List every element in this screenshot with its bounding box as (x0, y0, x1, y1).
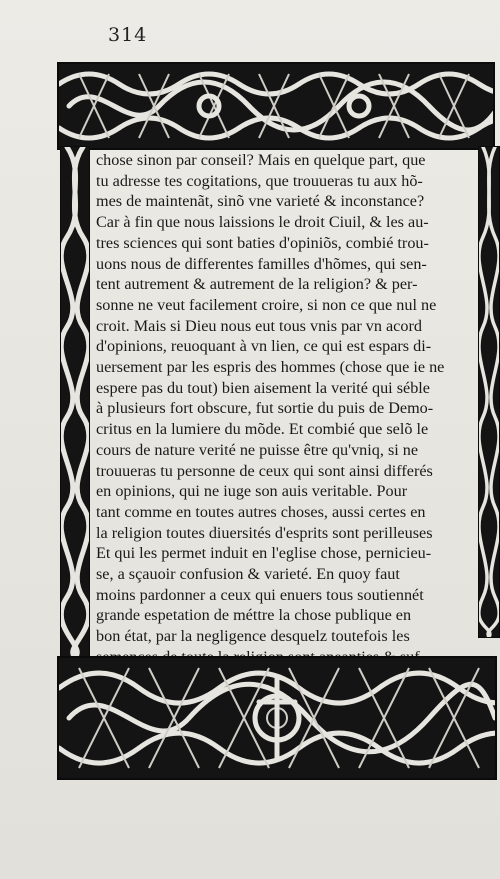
right-interlace-icon (479, 147, 499, 637)
text-line: grande espetation de méttre la chose publique en (96, 606, 412, 625)
top-interlace-icon (59, 64, 493, 148)
text-line: uersement par les espris des hommes (chose que ie ne (96, 358, 445, 377)
bottom-ornamental-border (57, 656, 497, 780)
text-line: tres sciences qui sont baties d'opiniõs, combié trou- (96, 233, 429, 252)
text-line: moins pardonner a ceux qui enuers tous soutiennét (96, 585, 424, 604)
text-line: espere pas du tout) bien aisement la verité qui séble (96, 378, 430, 397)
text-line: la religion toutes diuersités d'esprits sont perilleuses (96, 523, 433, 542)
text-line: croit. Mais si Dieu nous eut tous vnis par vn acord (96, 316, 422, 335)
text-line: cours de nature verité ne puisse être qu'vniq, si ne (96, 440, 419, 459)
text-line: d'opinions, reuoquant à vn lien, ce qui est espars di- (96, 337, 432, 356)
text-line: Car à fin que nous laissions le droit Ciuil, & les au- (96, 213, 429, 232)
text-line: tu adresse tes cogitations, que trouueras tu aux hõ- (96, 171, 423, 190)
left-ornamental-border (60, 146, 90, 658)
text-line: trouueras tu personne de ceux qui sont ainsi differés (96, 461, 433, 480)
text-line: en opinions, qui ne iuge son auis veritable. Pour (96, 482, 408, 501)
text-line: bon état, par la negligence desquelz toutefois les (96, 627, 410, 646)
text-line: critus en la lumiere du mõde. Et combié que selõ le (96, 420, 429, 439)
bottom-interlace-icon (59, 658, 495, 778)
text-line: uons nous de differentes familles d'hõmes, qui sen- (96, 254, 427, 273)
text-line: se, a sçauoir confusion & varieté. En quoy faut (96, 565, 400, 584)
text-line: chose sinon par conseil? Mais en quelque part, que (96, 151, 426, 169)
text-line: mes de maintenãt, sinõ vne varieté & inconstance? (96, 192, 425, 211)
top-ornamental-border (57, 62, 495, 150)
body-text (96, 150, 474, 688)
text-line: à plusieurs fort obscure, fut sortie du puis de Demo- (96, 399, 434, 418)
text-line: sonne ne veut facilement croire, si non ce que nul ne (96, 295, 437, 314)
text-line: tent autrement & autrement de la religion? & per- (96, 275, 418, 294)
text-line: tant comme en toutes autres choses, aussi certes en (96, 502, 426, 521)
page-number: 314 (108, 24, 148, 46)
right-ornamental-border (478, 146, 500, 638)
left-interlace-icon (61, 147, 89, 657)
text-line: Et qui les permet induit en l'eglise chose, pernicieu- (96, 544, 432, 563)
